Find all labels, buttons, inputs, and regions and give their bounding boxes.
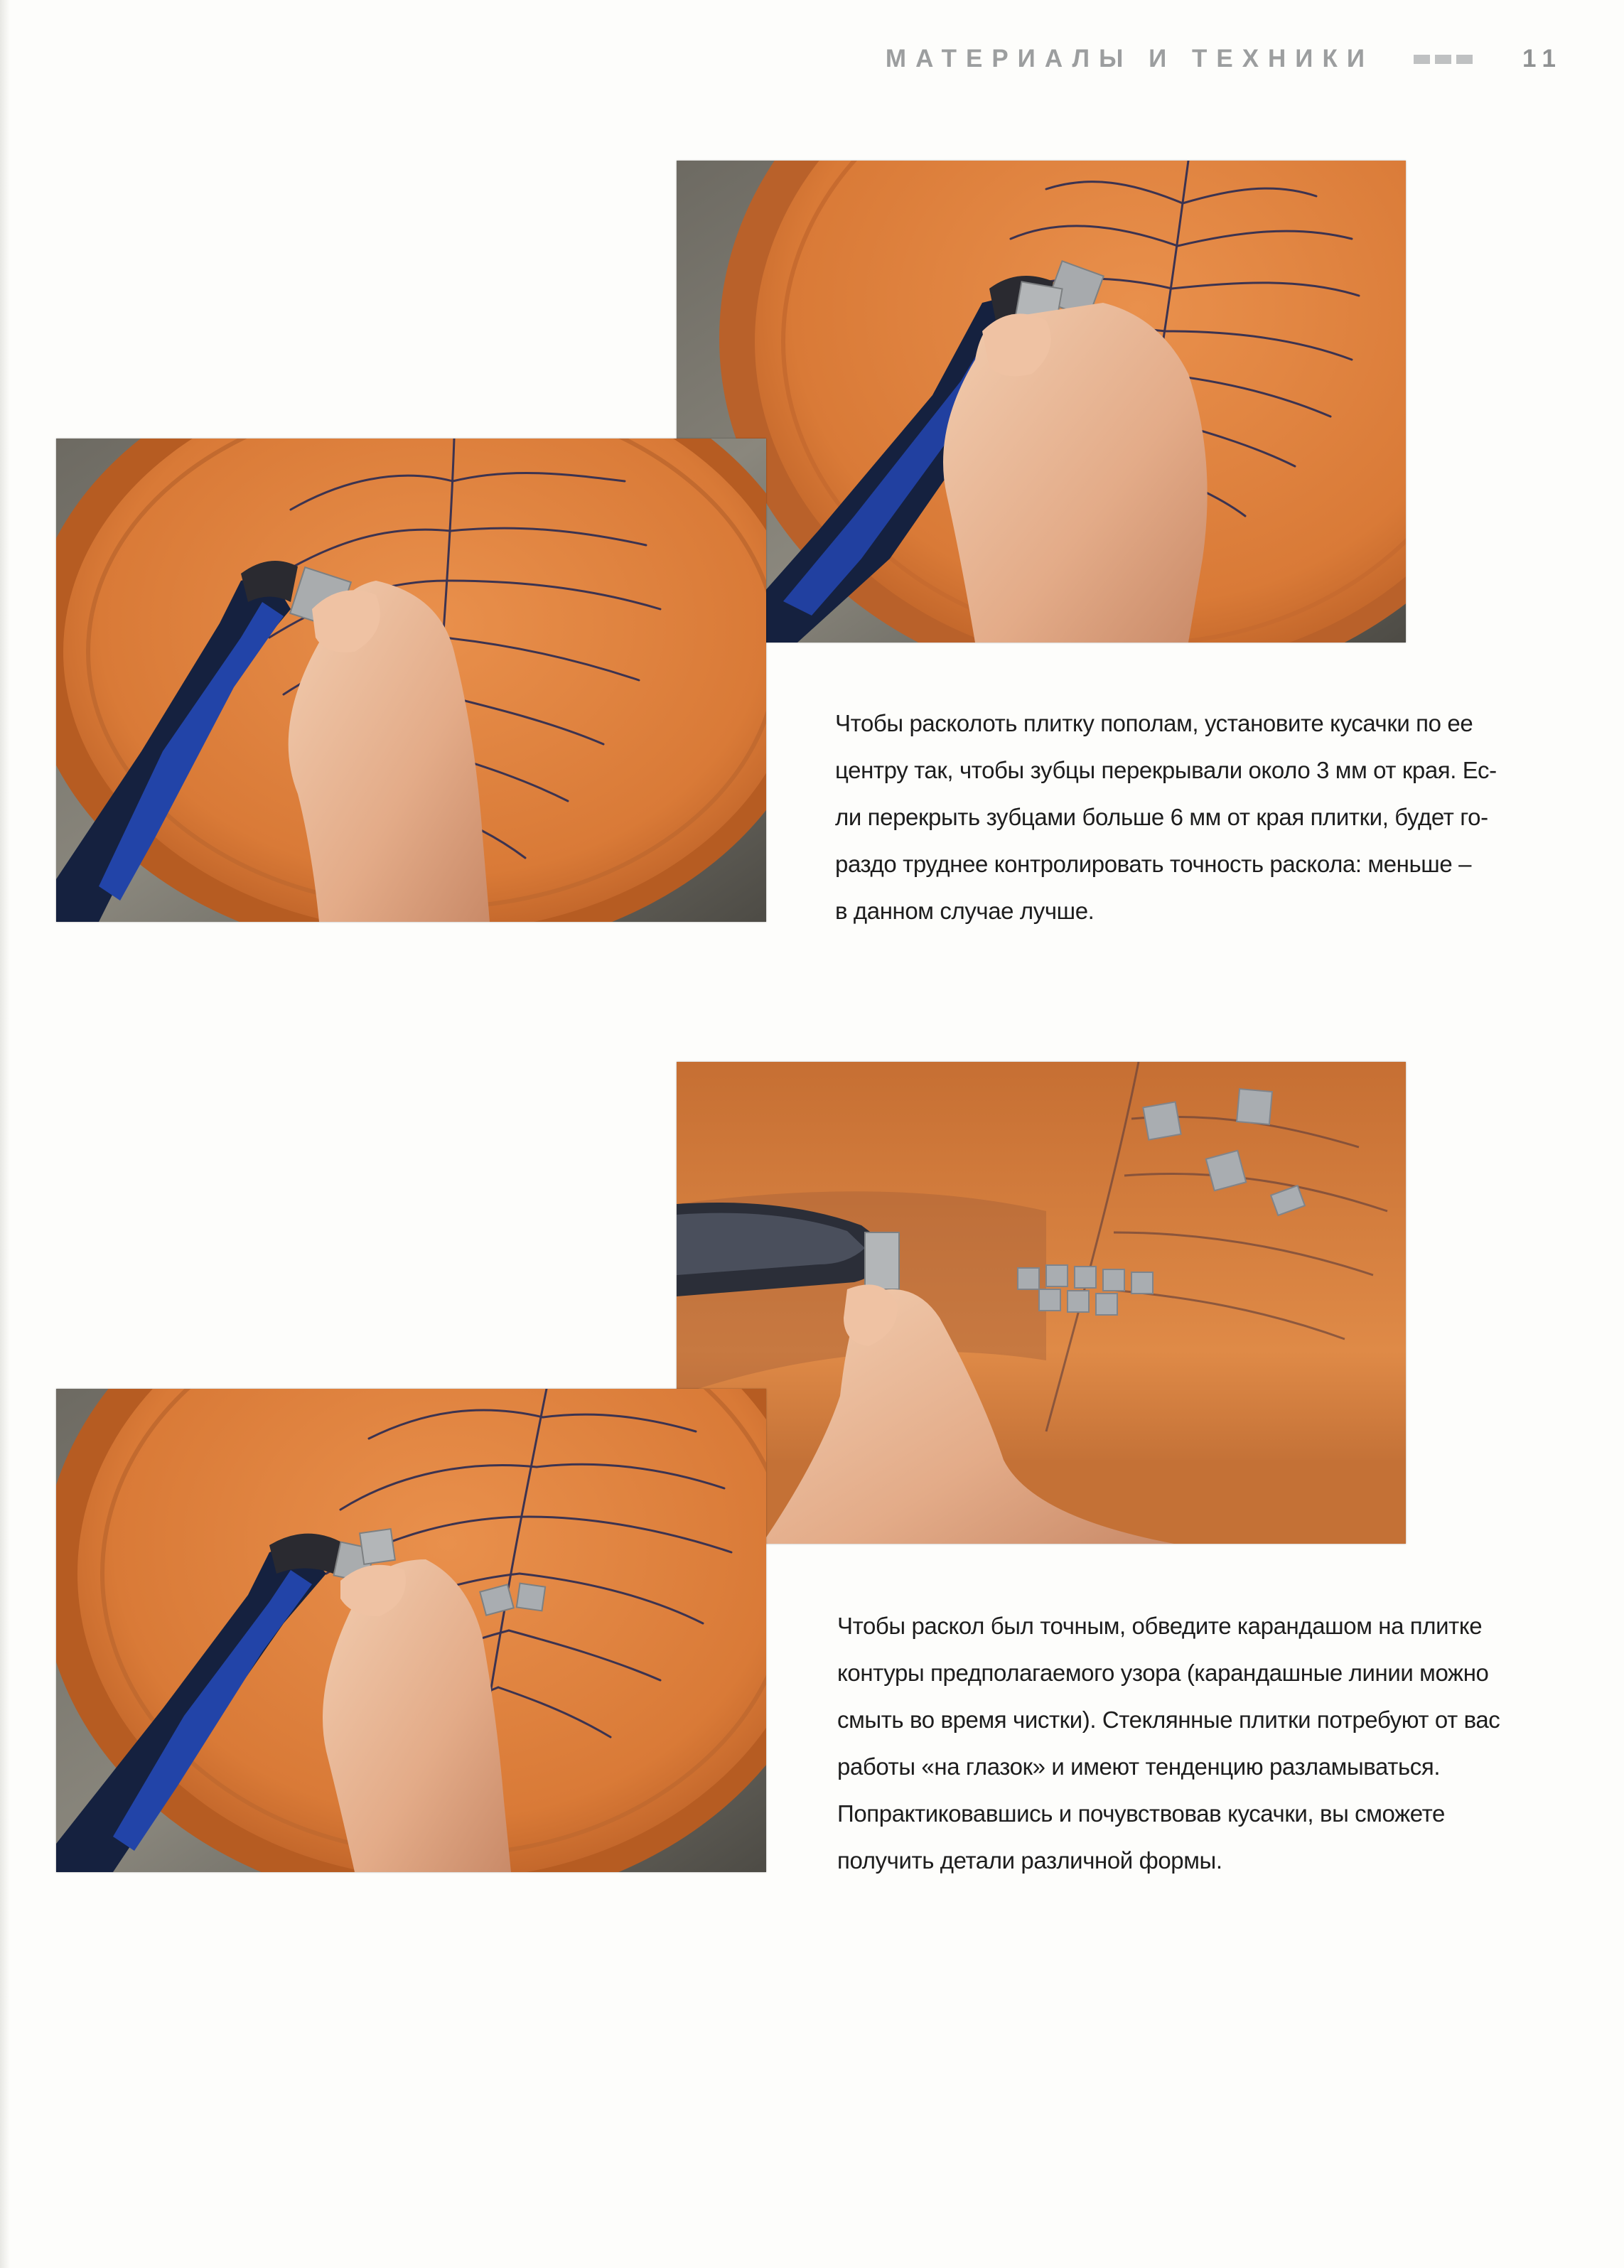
photo-nippers-with-cut-tiles xyxy=(56,1389,766,1872)
page-edge-shadow xyxy=(0,0,10,2268)
caption-split-tile-in-half xyxy=(835,700,1497,935)
caption-line: получить детали различной формы. xyxy=(837,1847,1222,1874)
photo-nippers-tile-closeup xyxy=(677,161,1406,643)
caption-precise-cut xyxy=(837,1603,1500,1884)
caption-line: смыть во время чистки). Стеклянные плитки потребуют от вас xyxy=(837,1707,1500,1733)
caption-line: центру так, чтобы зубцы перекрывали около 3 мм от края. Ес- xyxy=(835,757,1497,783)
caption-line: Чтобы расколоть плитку пополам, установите кусачки по ее xyxy=(835,710,1473,736)
caption-line: Чтобы раскол был точным, обведите карандашом на плитке xyxy=(837,1613,1483,1639)
caption-line: в данном случае лучше. xyxy=(835,898,1095,924)
caption-line: раздо труднее контролировать точность раскола: меньше – xyxy=(835,851,1472,877)
photo-shaping-tile-closeup xyxy=(677,1062,1406,1544)
caption-line: ли перекрыть зубцами больше 6 мм от края плитки, будет го- xyxy=(835,804,1488,830)
page-number: 11 xyxy=(1522,45,1563,72)
photo-nippers-plate-view xyxy=(56,439,766,922)
caption-line: контуры предполагаемого узора (карандашные линии можно xyxy=(837,1660,1489,1686)
caption-line: Попрактиковавшись и почувствовав кусачки, вы сможете xyxy=(837,1800,1445,1827)
section-title: МАТЕРИАЛЫ И ТЕХНИКИ xyxy=(885,45,1374,72)
caption-line: работы «на глазок» и имеют тенденцию разламываться. xyxy=(837,1753,1441,1780)
running-header xyxy=(886,41,1563,77)
header-ornament xyxy=(1414,55,1473,64)
